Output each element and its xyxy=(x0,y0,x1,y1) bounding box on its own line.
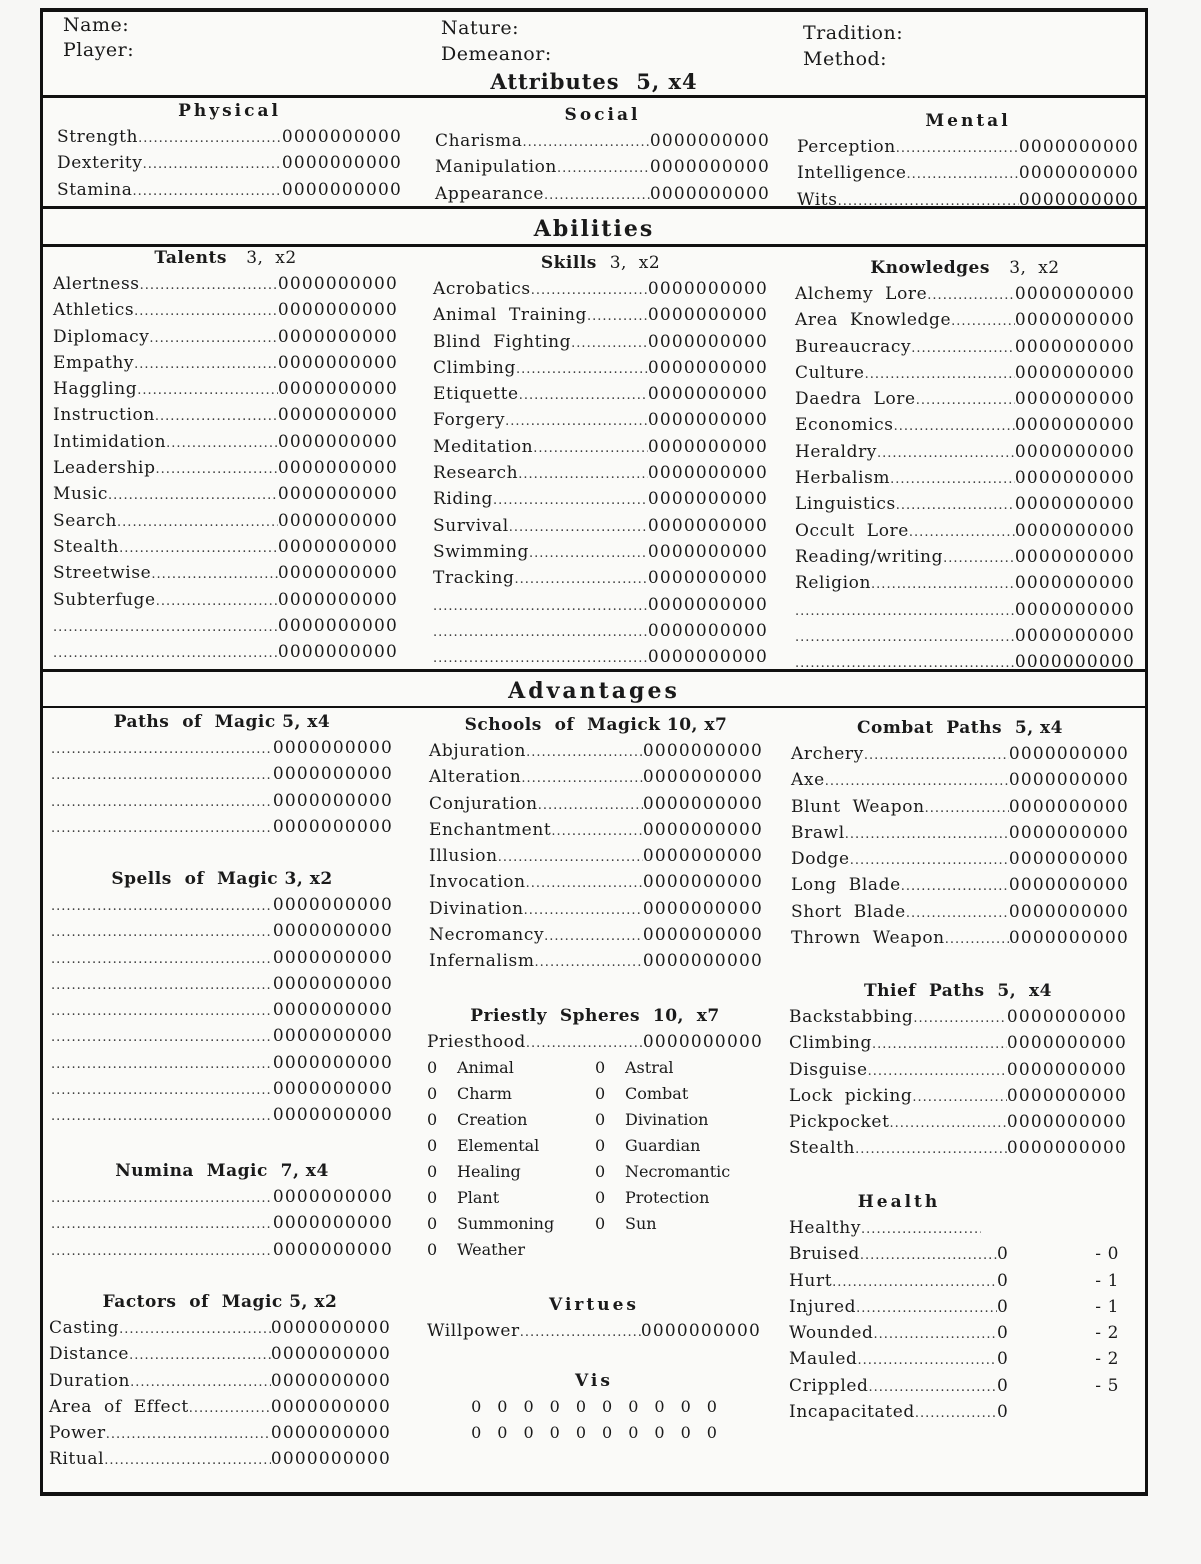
vis-point[interactable]: 0 xyxy=(497,1397,508,1416)
sphere-item[interactable]: 0 Elemental xyxy=(427,1136,540,1156)
vis-point[interactable]: 0 xyxy=(628,1397,639,1416)
priestly-spheres-title: Priestly Spheres 10, x7 xyxy=(470,1006,720,1026)
knowledge-row-blank[interactable]: ..... 0000000000 xyxy=(795,597,1135,623)
knowledges-column xyxy=(795,255,1135,675)
knowledge-row-blank[interactable]: ..... 0000000000 xyxy=(795,623,1135,649)
school-row[interactable]: Divination ..... 0000000000 xyxy=(429,896,763,922)
sphere-item[interactable]: 0 Healing xyxy=(427,1162,521,1182)
player-field[interactable]: Player: xyxy=(63,39,135,61)
health-row[interactable]: Mauled ..... 0 - 2 xyxy=(789,1346,1119,1372)
sphere-item[interactable]: 0 Astral xyxy=(595,1058,674,1078)
combat-paths-title: Combat Paths 5, x4 xyxy=(856,718,1064,738)
paths-of-magic-column xyxy=(51,709,393,840)
health-row[interactable]: Healthy ..... xyxy=(789,1215,1119,1241)
skill-row[interactable]: Survival ..... 0000000000 xyxy=(433,513,768,539)
knowledge-row[interactable]: Linguistics ..... 0000000000 xyxy=(795,491,1135,517)
sphere-item[interactable]: 0 Charm xyxy=(427,1084,512,1104)
sphere-row xyxy=(427,1159,763,1185)
divider xyxy=(43,706,1145,708)
physical-title: Physical xyxy=(178,101,281,121)
skill-row[interactable]: Etiquette ..... 0000000000 xyxy=(433,381,768,407)
spells-of-magic-column xyxy=(51,866,393,1129)
talents-column xyxy=(53,245,398,665)
vis-point[interactable]: 0 xyxy=(602,1397,613,1416)
spell-row[interactable]: ..... 0000000000 xyxy=(51,1102,393,1128)
demeanor-field[interactable]: Demeanor: xyxy=(441,43,552,65)
tradition-field[interactable]: Tradition: xyxy=(803,22,904,44)
school-row[interactable]: Infernalism ..... 0000000000 xyxy=(429,948,763,974)
sphere-item[interactable]: 0 Guardian xyxy=(595,1136,701,1156)
health-row[interactable]: Crippled ..... 0 - 5 xyxy=(789,1373,1119,1399)
talent-row[interactable]: Alertness ..... 0000000000 xyxy=(53,271,398,297)
sphere-row xyxy=(427,1185,763,1211)
path-row[interactable]: ..... 0000000000 xyxy=(51,788,393,814)
school-row[interactable]: Conjuration ..... 0000000000 xyxy=(429,791,763,817)
divider xyxy=(43,206,1145,209)
combat-row[interactable]: Short Blade ..... 0000000000 xyxy=(791,899,1129,925)
skill-row[interactable]: Riding ..... 0000000000 xyxy=(433,486,768,512)
skill-row[interactable]: Research ..... 0000000000 xyxy=(433,460,768,486)
vis-point[interactable]: 0 xyxy=(497,1423,508,1442)
spells-of-magic-title: Spells of Magic 3, x2 xyxy=(111,869,333,889)
vis-point[interactable]: 0 xyxy=(628,1423,639,1442)
paths-of-magic-title: Paths of Magic 5, x4 xyxy=(113,712,331,732)
physical-column xyxy=(57,98,402,203)
sphere-item[interactable]: 0 Summoning xyxy=(427,1214,555,1234)
spell-row[interactable]: ..... 0000000000 xyxy=(51,997,393,1023)
sphere-item[interactable]: 0 Necromantic xyxy=(595,1162,731,1182)
combat-row[interactable]: Axe ..... 0000000000 xyxy=(791,767,1129,793)
path-row[interactable]: ..... 0000000000 xyxy=(51,761,393,787)
schools-of-magick-title: Schools of Magick 10, x7 xyxy=(464,715,728,735)
sphere-item[interactable]: 0 Creation xyxy=(427,1110,528,1130)
spell-row[interactable]: ..... 0000000000 xyxy=(51,945,393,971)
attr-row[interactable]: Charisma ..... 0000000000 xyxy=(435,128,770,154)
vis-title: Vis xyxy=(575,1371,613,1391)
thief-paths-title: Thief Paths 5, x4 xyxy=(864,981,1052,1001)
numina-row[interactable]: ..... 0000000000 xyxy=(51,1184,393,1210)
factor-row[interactable]: Casting ..... 0000000000 xyxy=(49,1315,391,1341)
numina-row[interactable]: ..... 0000000000 xyxy=(51,1237,393,1263)
sphere-row xyxy=(427,1055,763,1081)
sphere-item[interactable]: 0 Protection xyxy=(595,1188,710,1208)
numina-row[interactable]: ..... 0000000000 xyxy=(51,1210,393,1236)
vis-point[interactable]: 0 xyxy=(523,1397,534,1416)
attr-row[interactable]: Dexterity ..... 0000000000 xyxy=(57,150,402,176)
thief-row[interactable]: Climbing ..... 0000000000 xyxy=(789,1030,1127,1056)
attr-row[interactable]: Wits ..... 0000000000 xyxy=(797,187,1139,213)
combat-row[interactable]: Blunt Weapon ..... 0000000000 xyxy=(791,794,1129,820)
talent-row[interactable]: Haggling ..... 0000000000 xyxy=(53,376,398,402)
combat-row[interactable]: Thrown Weapon ..... 0000000000 xyxy=(791,925,1129,951)
vis-point[interactable]: 0 xyxy=(680,1397,691,1416)
health-row[interactable]: Wounded ..... 0 - 2 xyxy=(789,1320,1119,1346)
sphere-row xyxy=(427,1237,763,1263)
vis-column xyxy=(429,1368,759,1446)
spell-row[interactable]: ..... 0000000000 xyxy=(51,1076,393,1102)
factor-row[interactable]: Power ..... 0000000000 xyxy=(49,1420,391,1446)
knowledge-row[interactable]: Reading/writing ..... 0000000000 xyxy=(795,544,1135,570)
numina-magic-title: Numina Magic 7, x4 xyxy=(115,1161,329,1181)
skill-row[interactable]: Animal Training ..... 0000000000 xyxy=(433,302,768,328)
knowledge-row[interactable]: Occult Lore ..... 0000000000 xyxy=(795,518,1135,544)
factor-row[interactable]: Ritual ..... 0000000000 xyxy=(49,1446,391,1472)
factor-row[interactable]: Duration ..... 0000000000 xyxy=(49,1368,391,1394)
spell-row[interactable]: ..... 0000000000 xyxy=(51,1050,393,1076)
vis-point[interactable]: 0 xyxy=(706,1423,717,1442)
knowledge-row[interactable]: Bureaucracy ..... 0000000000 xyxy=(795,334,1135,360)
talent-row[interactable]: Streetwise ..... 0000000000 xyxy=(53,560,398,586)
factor-row[interactable]: Distance ..... 0000000000 xyxy=(49,1341,391,1367)
mental-title: Mental xyxy=(925,111,1011,131)
school-row[interactable]: Abjuration ..... 0000000000 xyxy=(429,738,763,764)
vis-point[interactable]: 0 xyxy=(471,1423,482,1442)
priesthood-row[interactable]: Priesthood ..... 0000000000 xyxy=(427,1029,763,1055)
vis-point[interactable]: 0 xyxy=(654,1423,665,1442)
attr-row[interactable]: Strength ..... 0000000000 xyxy=(57,124,402,150)
talent-row[interactable]: Search ..... 0000000000 xyxy=(53,508,398,534)
priestly-spheres-column xyxy=(427,1003,763,1263)
knowledge-row[interactable]: Daedra Lore ..... 0000000000 xyxy=(795,386,1135,412)
thief-row[interactable]: Pickpocket ..... 0000000000 xyxy=(789,1109,1127,1135)
knowledge-row[interactable]: Alchemy Lore ..... 0000000000 xyxy=(795,281,1135,307)
sphere-row xyxy=(427,1081,763,1107)
skill-row[interactable]: Acrobatics ..... 0000000000 xyxy=(433,276,768,302)
factor-row[interactable]: Area of Effect ..... 0000000000 xyxy=(49,1394,391,1420)
social-title: Social xyxy=(564,105,641,125)
talent-row[interactable]: Athletics ..... 0000000000 xyxy=(53,297,398,323)
thief-row[interactable]: Stealth ..... 0000000000 xyxy=(789,1135,1127,1161)
attr-row[interactable]: Appearance ..... 0000000000 xyxy=(435,181,770,207)
combat-row[interactable]: Long Blade ..... 0000000000 xyxy=(791,872,1129,898)
skill-row[interactable]: Swimming ..... 0000000000 xyxy=(433,539,768,565)
advantages-title: Advantages xyxy=(508,678,680,704)
path-row[interactable]: ..... 0000000000 xyxy=(51,735,393,761)
attr-row[interactable]: Manipulation ..... 0000000000 xyxy=(435,154,770,180)
talent-row[interactable]: Stealth ..... 0000000000 xyxy=(53,534,398,560)
spell-row[interactable]: ..... 0000000000 xyxy=(51,1023,393,1049)
talent-row[interactable]: Empathy ..... 0000000000 xyxy=(53,350,398,376)
sphere-item[interactable]: 0 Sun xyxy=(595,1214,657,1234)
skill-row[interactable]: Climbing ..... 0000000000 xyxy=(433,355,768,381)
factors-of-magic-title: Factors of Magic 5, x2 xyxy=(102,1292,338,1312)
attributes-title: Attributes 5, x4 xyxy=(490,69,698,94)
knowledge-row-blank[interactable]: ..... 0000000000 xyxy=(795,649,1135,675)
talent-row[interactable]: Subterfuge ..... 0000000000 xyxy=(53,587,398,613)
spell-row[interactable]: ..... 0000000000 xyxy=(51,918,393,944)
health-row[interactable]: Injured ..... 0 - 1 xyxy=(789,1294,1119,1320)
knowledge-row[interactable]: Economics ..... 0000000000 xyxy=(795,412,1135,438)
school-row[interactable]: Illusion ..... 0000000000 xyxy=(429,843,763,869)
sphere-item[interactable]: 0 Combat xyxy=(595,1084,689,1104)
vis-point[interactable]: 0 xyxy=(549,1423,560,1442)
skill-row-blank[interactable]: ..... 0000000000 xyxy=(433,592,768,618)
talent-row[interactable]: Diplomacy ..... 0000000000 xyxy=(53,324,398,350)
school-row[interactable]: Necromancy ..... 0000000000 xyxy=(429,922,763,948)
schools-of-magick-column xyxy=(429,712,763,975)
knowledges-title: Knowledges 3, x2 xyxy=(870,258,1060,278)
vis-row xyxy=(429,1394,759,1420)
skill-row[interactable]: Meditation ..... 0000000000 xyxy=(433,434,768,460)
health-row[interactable]: Incapacitated ..... 0 xyxy=(789,1399,1119,1425)
combat-row[interactable]: Brawl ..... 0000000000 xyxy=(791,820,1129,846)
method-field[interactable]: Method: xyxy=(803,48,888,70)
social-column xyxy=(435,102,770,207)
divider xyxy=(43,669,1145,672)
combat-row[interactable]: Dodge ..... 0000000000 xyxy=(791,846,1129,872)
numina-magic-column xyxy=(51,1158,393,1263)
knowledge-row[interactable]: Religion ..... 0000000000 xyxy=(795,570,1135,596)
skill-row[interactable]: Blind Fighting ..... 0000000000 xyxy=(433,329,768,355)
virtues-title: Virtues xyxy=(549,1295,639,1315)
vis-row xyxy=(429,1420,759,1446)
health-row[interactable]: Hurt ..... 0 - 1 xyxy=(789,1268,1119,1294)
name-field[interactable]: Name: xyxy=(63,14,130,36)
combat-paths-column xyxy=(791,715,1129,951)
nature-field[interactable]: Nature: xyxy=(441,17,520,39)
vis-point[interactable]: 0 xyxy=(706,1397,717,1416)
virtue-row[interactable]: Willpower ..... 0000000000 xyxy=(427,1318,761,1344)
skill-row-blank[interactable]: ..... 0000000000 xyxy=(433,618,768,644)
talents-title: Talents 3, x2 xyxy=(154,248,297,268)
character-sheet xyxy=(40,8,1148,1496)
attr-row[interactable]: Stamina ..... 0000000000 xyxy=(57,177,402,203)
attr-row[interactable]: Perception ..... 0000000000 xyxy=(797,134,1139,160)
skill-row-blank[interactable]: ..... 0000000000 xyxy=(433,644,768,670)
knowledge-row[interactable]: Area Knowledge ..... 0000000000 xyxy=(795,307,1135,333)
school-row[interactable]: Enchantment ..... 0000000000 xyxy=(429,817,763,843)
skills-column xyxy=(433,250,768,670)
sphere-row xyxy=(427,1107,763,1133)
spell-row[interactable]: ..... 0000000000 xyxy=(51,971,393,997)
vis-point[interactable]: 0 xyxy=(575,1397,586,1416)
vis-point[interactable]: 0 xyxy=(575,1423,586,1442)
school-row[interactable]: Invocation ..... 0000000000 xyxy=(429,869,763,895)
skill-row[interactable]: Forgery ..... 0000000000 xyxy=(433,407,768,433)
vis-point[interactable]: 0 xyxy=(523,1423,534,1442)
sphere-item[interactable]: 0 Plant xyxy=(427,1188,500,1208)
talent-row[interactable]: Intimidation ..... 0000000000 xyxy=(53,429,398,455)
knowledge-row[interactable]: Heraldry ..... 0000000000 xyxy=(795,439,1135,465)
knowledge-row[interactable]: Culture ..... 0000000000 xyxy=(795,360,1135,386)
thief-row[interactable]: Lock picking ..... 0000000000 xyxy=(789,1083,1127,1109)
health-column xyxy=(789,1189,1119,1425)
knowledge-row[interactable]: Herbalism ..... 0000000000 xyxy=(795,465,1135,491)
sphere-item[interactable]: 0 Divination xyxy=(595,1110,709,1130)
vis-point[interactable]: 0 xyxy=(471,1397,482,1416)
sphere-row xyxy=(427,1211,763,1237)
path-row[interactable]: ..... 0000000000 xyxy=(51,814,393,840)
talent-row-blank[interactable]: ..... 0000000000 xyxy=(53,639,398,665)
health-title: Health xyxy=(857,1192,941,1212)
thief-paths-column xyxy=(789,978,1127,1162)
factors-of-magic-column xyxy=(49,1289,391,1473)
vis-point[interactable]: 0 xyxy=(549,1397,560,1416)
talent-row[interactable]: Music ..... 0000000000 xyxy=(53,481,398,507)
vis-point[interactable]: 0 xyxy=(602,1423,613,1442)
abilities-title: Abilities xyxy=(533,216,655,242)
thief-row[interactable]: Disguise ..... 0000000000 xyxy=(789,1057,1127,1083)
spell-row[interactable]: ..... 0000000000 xyxy=(51,892,393,918)
health-row[interactable]: Bruised ..... 0 - 0 xyxy=(789,1241,1119,1267)
talent-row[interactable]: Instruction ..... 0000000000 xyxy=(53,402,398,428)
sphere-item[interactable]: 0 Animal xyxy=(427,1058,514,1078)
sphere-row xyxy=(427,1133,763,1159)
mental-column xyxy=(797,108,1139,213)
skills-title: Skills 3, x2 xyxy=(540,253,661,273)
vis-point[interactable]: 0 xyxy=(654,1397,665,1416)
talent-row[interactable]: Leadership ..... 0000000000 xyxy=(53,455,398,481)
attr-row[interactable]: Intelligence ..... 0000000000 xyxy=(797,160,1139,186)
sphere-item[interactable]: 0 Weather xyxy=(427,1240,525,1260)
virtues-column xyxy=(427,1292,761,1344)
school-row[interactable]: Alteration ..... 0000000000 xyxy=(429,764,763,790)
talent-row-blank[interactable]: ..... 0000000000 xyxy=(53,613,398,639)
thief-row[interactable]: Backstabbing ..... 0000000000 xyxy=(789,1004,1127,1030)
skill-row[interactable]: Tracking ..... 0000000000 xyxy=(433,565,768,591)
vis-point[interactable]: 0 xyxy=(680,1423,691,1442)
combat-row[interactable]: Archery ..... 0000000000 xyxy=(791,741,1129,767)
